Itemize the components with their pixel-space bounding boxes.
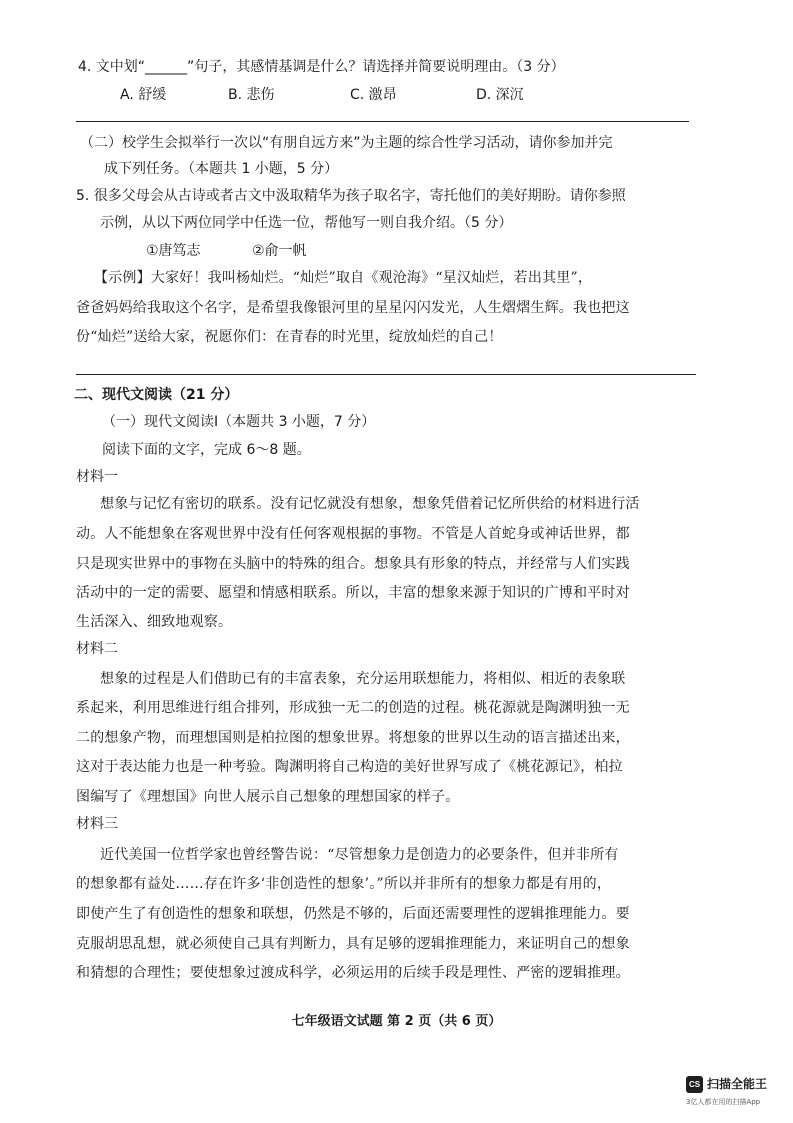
watermark-tagline: 3亿人都在用的扫描App [686,1098,761,1106]
divider [76,374,696,375]
material2-line: 图编写了《理想国》向世人展示自己想象的理想国家的样子。 [76,789,460,805]
material2-line: 系起来，利用思维进行组合排列，形成独一无二的创造的过程。桃花源就是陶渊明独一无 [76,700,630,716]
material1-line: 只是现实世界中的事物在头脑中的特殊的组合。想象具有形象的特点，并经常与人们实践 [76,556,630,572]
material1-title: 材料一 [76,469,118,485]
q4-option-d: D. 深沉 [476,87,524,103]
material2-line: 想象的过程是人们借助已有的丰富表象，充分运用联想能力，将相似、相近的表象联 [100,671,626,687]
q4-option-c: C. 激昂 [350,87,397,103]
material1-line: 动。人不能想象在客观世界中没有任何客观根据的事物。不管是人首蛇身或神话世界，都 [76,526,630,542]
material2-line: 二的想象产物，而理想国则是柏拉图的想象世界。将想象的世界以生动的语言描述出来， [76,730,630,746]
material1-line: 生活深入、细致地观察。 [76,614,233,630]
material2-line: 这对于表达能力也是一种考验。陶渊明将自己构造的美好世界写成了《桃花源记》，柏拉 [76,759,623,775]
material1-line: 活动中的一定的需要、愿望和情感相联系。所以，丰富的想象来源于知识的广博和平时对 [76,585,630,601]
material1-line: 想象与记忆有密切的联系。没有记忆就没有想象，想象凭借着记忆所供给的材料进行活 [100,496,640,512]
material3-line: 即使产生了有创造性的想象和联想，仍然是不够的，后面还需要理性的逻辑推理能力。要 [76,906,630,922]
material3-line: 和猜想的合理性；要使想象过渡成科学，必须运用的后续手段是理性、严密的逻辑推理。 [76,965,630,981]
material3-title: 材料三 [76,816,118,832]
sub2-line2: 成下列任务。（本题共 1 小题，5 分） [104,161,339,177]
material3-line: 克服胡思乱想，就必须使自己具有判断力，具有足够的逻辑推理能力，来证明自己的想象 [76,936,630,952]
section-heading: 二、现代文阅读（21 分） [74,387,239,403]
sub2-line1: （二）校学生会拟举行一次以“有朋自远方来”为主题的综合性学习活动，请你参加并完 [80,135,613,151]
example-line3: 份“灿烂”送给大家，祝愿你们：在青春的时光里，绽放灿烂的自己！ [76,329,503,345]
q5-choice-1: ①唐笃志 [146,243,201,259]
page-footer: 七年级语文试题 第 2 页（共 6 页） [291,1014,502,1029]
material3-line: 的想象都有益处……存在许多‘非创造性的想象’。”所以并非所有的想象力都是有用的， [76,876,612,892]
scanner-watermark [686,1076,790,1112]
material2-title: 材料二 [76,641,118,657]
example-line2: 爸爸妈妈给我取这个名字，是希望我像银河里的星星闪闪发光，人生熠熠生辉。我也把这 [76,300,630,316]
q5-line2: 示例，从以下两位同学中任选一位，帮他写一则自我介绍。（5 分） [100,215,513,231]
example-line1: 【示例】大家好！我叫杨灿烂。“灿烂”取自《观沧海》“星汉灿烂，若出其里”， [94,270,593,286]
camscanner-logo-icon: CS [686,1076,703,1093]
q4-text: 4. 文中划“______”句子，其感情基调是什么？请选择并简要说明理由。（3 分） [78,59,565,75]
divider [76,121,689,122]
reading-instruction: 阅读下面的文字，完成 6～8 题。 [102,442,311,458]
watermark-name: 扫描全能王 [707,1077,768,1091]
q5-choice-2: ②俞一帆 [252,243,307,259]
material3-line: 近代美国一位哲学家也曾经警告说：“尽管想象力是创造力的必要条件，但并非所有 [100,847,619,863]
q4-option-b: B. 悲伤 [228,87,275,103]
q5-line1: 5. 很多父母会从古诗或者古文中汲取精华为孩子取名字，寄托他们的美好期盼。请你参照 [76,188,626,204]
subsection-heading: （一）现代文阅读Ⅰ（本题共 3 小题，7 分） [102,414,376,430]
q4-option-a: A. 舒缓 [120,87,167,103]
